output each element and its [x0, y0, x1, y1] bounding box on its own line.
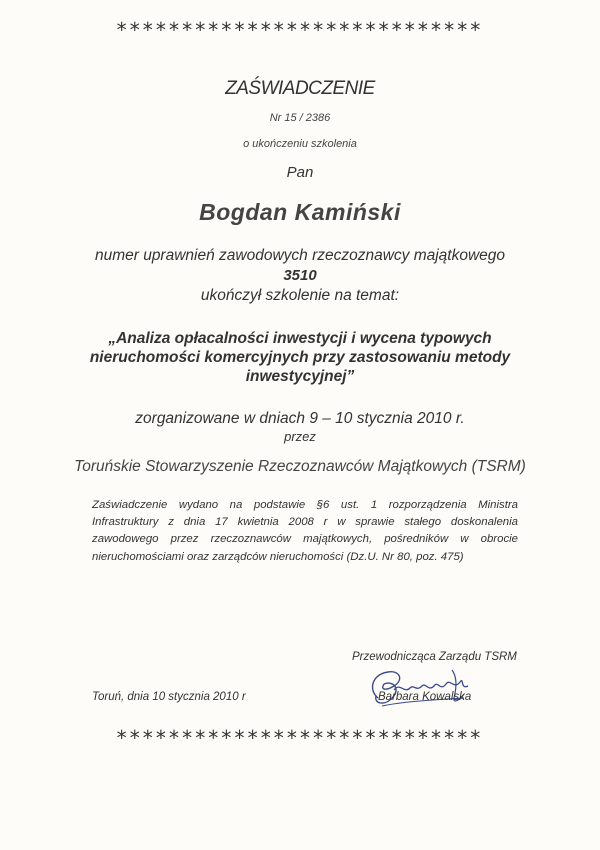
certificate-title: ZAŚWIADCZENIE: [225, 78, 375, 99]
salutation: Pan: [286, 164, 314, 181]
training-topic: [0, 329, 600, 386]
license-description: numer uprawnień zawodowych rzeczoznawcy majątkowego: [94, 247, 506, 264]
topic-line: nieruchomości komercyjnych przy zastosowaniu metody: [89, 349, 511, 366]
organizer-name: Toruńskie Stowarzyszenie Rzeczoznawców Majątkowych (TSRM): [74, 458, 526, 475]
bottom-star-border: ****************************: [116, 726, 484, 750]
topic-line: inwestycyjnej”: [245, 368, 355, 385]
place-and-date: Toruń, dnia 10 stycznia 2010 r: [92, 691, 246, 703]
certificate-number: Nr 15 / 2386: [269, 112, 331, 124]
organizer-intro: przez: [284, 429, 316, 444]
signer-name: Barbara Kowalska: [378, 691, 472, 703]
certificate-subtitle: o ukończeniu szkolenia: [243, 138, 357, 150]
top-star-border: ****************************: [116, 18, 484, 42]
license-number: 3510: [283, 267, 317, 284]
signer-title: Przewodnicząca Zarządu TSRM: [352, 651, 517, 663]
legal-basis-paragraph: Zaświadczenie wydano na podstawie §6 ust. 1 rozporządzenia Ministra Infrastruktury z dnia 17 kwietnia 2008 r w sprawie stałego doskonalenia zawodowego przez rzeczoznawców majątkowych, pośredników w obrocie nieruchomościami oraz zarządców nieruchomości (Dz.U. Nr 80, poz. 475): [92, 499, 518, 563]
recipient-name: Bogdan Kamiński: [199, 199, 401, 225]
training-dates: zorganizowane w dniach 9 – 10 stycznia 2010 r.: [135, 410, 465, 427]
topic-line: „Analiza opłacalności inwestycji i wycena typowych: [108, 330, 492, 347]
training-intro: ukończył szkolenie na temat:: [200, 287, 400, 304]
